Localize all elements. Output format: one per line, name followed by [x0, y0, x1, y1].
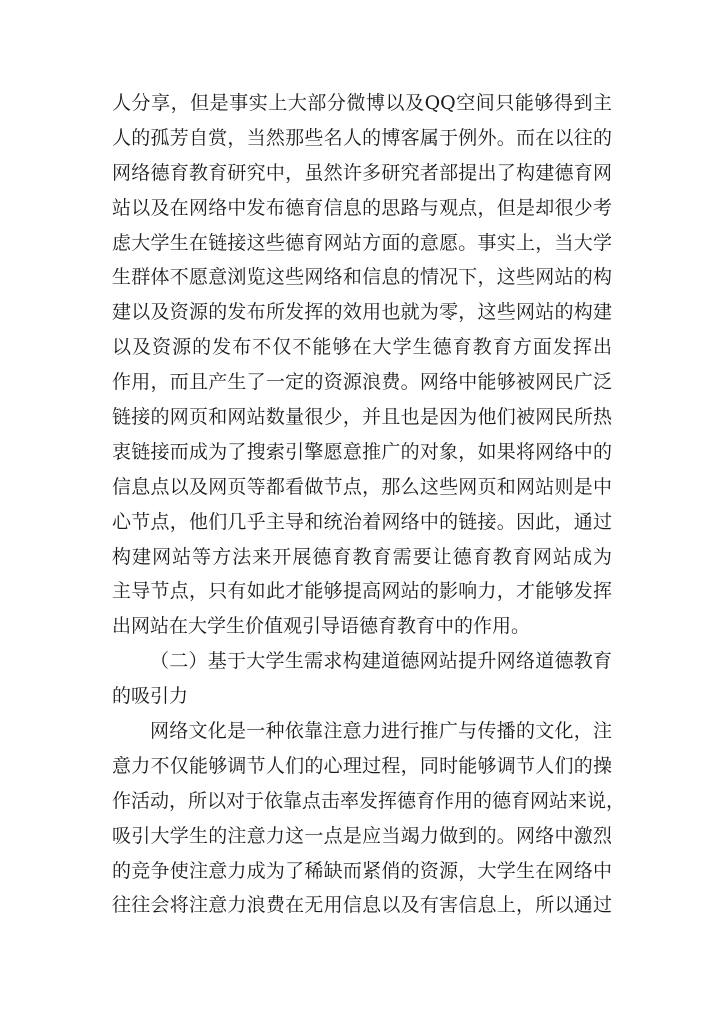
text-line: 往往会将注意力浪费在无用信息以及有害信息上，所以通过 [112, 894, 612, 917]
text-line: 站以及在网络中发布德育信息的思路与观点，但是却很少考 [112, 196, 612, 219]
text-line: 作活动，所以对于依靠点击率发挥德育作用的德育网站来说， [112, 789, 626, 812]
text-line: 出网站在大学生价值观引导语德育教育中的作用。 [112, 615, 531, 638]
text-line: 人的孤芳自赏，当然那些名人的博客属于例外。而在以往的 [112, 126, 612, 149]
text-line: 信息点以及网页等都看做节点，那么这些网页和网站则是中 [112, 475, 612, 498]
text-line: 网络德育教育研究中，虽然许多研究者部提出了构建德育网 [112, 161, 612, 184]
text-line: 虑大学生在链接这些德育网站方面的意愿。事实上，当大学 [112, 231, 612, 254]
text-line: 衷链接而成为了搜索引擎愿意推广的对象，如果将网络中的 [112, 440, 612, 463]
text-line: 以及资源的发布不仅不能够在大学生德育教育方面发挥出 [112, 336, 612, 359]
text-line: 网络文化是一种依靠注意力进行推广与传播的文化，注 [150, 720, 612, 743]
section-heading-line: （二）基于大学生需求构建道德网站提升网络道德教育 [150, 650, 612, 673]
text-line: 作用，而且产生了一定的资源浪费。网络中能够被网民广泛 [112, 371, 612, 394]
text-line: 链接的网页和网站数量很少，并且也是因为他们被网民所热 [112, 406, 612, 429]
text-line: 生群体不愿意浏览这些网络和信息的情况下，这些网站的构 [112, 266, 612, 289]
text-line: 心节点，他们几乎主导和统治着网络中的链接。因此，通过 [112, 510, 612, 533]
section-heading-line: 的吸引力 [112, 685, 189, 708]
text-line: 主导节点，只有如此才能够提高网站的影响力，才能够发挥 [112, 580, 612, 603]
body-text [112, 86, 626, 923]
text-line: 人分享，但是事实上大部分微博以及QQ空间只能够得到主 [112, 92, 612, 114]
text-line: 构建网站等方法来开展德育教育需要让德育教育网站成为 [112, 545, 612, 568]
text-line: 吸引大学生的注意力这一点是应当竭力做到的。网络中激烈 [112, 824, 612, 847]
text-line: 意力不仅能够调节人们的心理过程，同时能够调节人们的操 [112, 754, 612, 777]
text-line: 建以及资源的发布所发挥的效用也就为零，这些网站的构建 [112, 301, 612, 324]
text-line: 的竞争使注意力成为了稀缺而紧俏的资源，大学生在网络中 [112, 859, 612, 882]
